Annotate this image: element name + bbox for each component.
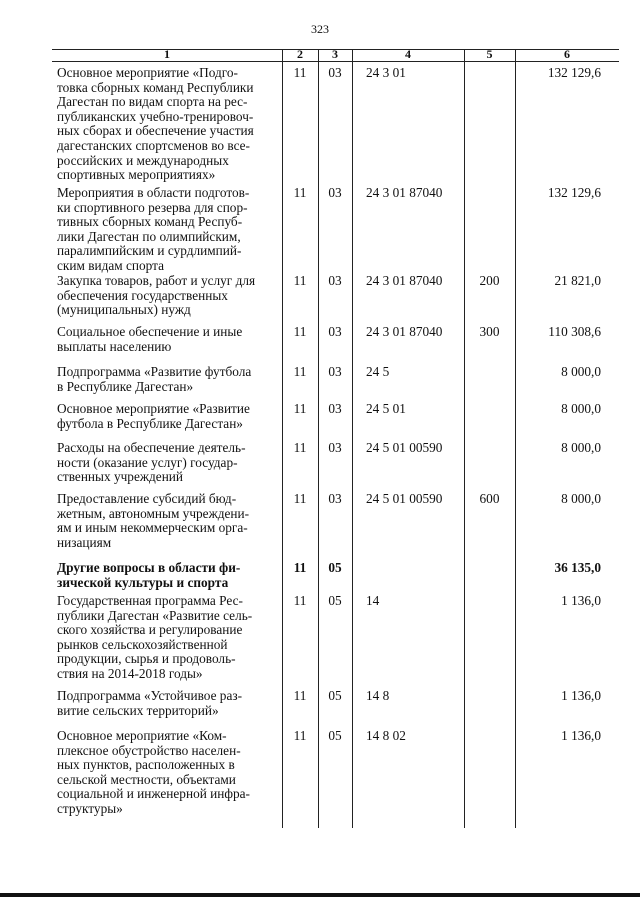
- expense-type-code: 200: [479, 273, 500, 288]
- header-col-2: 2: [297, 47, 303, 61]
- description-line: Государственная программа Рес-: [57, 593, 243, 608]
- subsection-code: 03: [328, 491, 342, 506]
- description-line: ского хозяйства и регулирование: [57, 622, 243, 638]
- description-line: паралимпийским и сурдлимпий-: [57, 243, 242, 259]
- target-article-code: 24 5 01 00590: [366, 440, 443, 455]
- description-line: ных пунктов, расположенных в: [57, 757, 235, 773]
- description-line: Мероприятия в области подготов-: [57, 185, 250, 200]
- section-code: 11: [293, 273, 307, 288]
- header-col-5: 5: [486, 47, 493, 61]
- row-description: [57, 66, 282, 183]
- section-code: 11: [293, 185, 307, 200]
- column-divider: [515, 49, 516, 828]
- column-divider: [282, 49, 283, 828]
- description-line: ствия на 2014-2018 годы»: [57, 665, 203, 681]
- target-article-code: 14 8 02: [366, 728, 406, 743]
- subsection-code: 05: [328, 593, 342, 608]
- amount: 21 821,0: [554, 273, 601, 288]
- description-line: дагестанских спортсменов во все-: [57, 137, 250, 153]
- description-line: Подпрограмма «Устойчивое раз-: [57, 688, 243, 703]
- subsection-code: 03: [328, 185, 342, 200]
- subsection-code: 05: [328, 688, 342, 703]
- target-article-code: 24 5 01 00590: [366, 491, 443, 506]
- description-line: зической культуры и спорта: [57, 574, 229, 590]
- amount: 1 136,0: [561, 688, 601, 703]
- description-line: российских и международных: [57, 152, 229, 168]
- amount: 36 135,0: [554, 560, 601, 575]
- expense-type-code: 600: [479, 491, 500, 506]
- description-line: Социальное обеспечение и иные: [57, 324, 243, 339]
- description-line: футбола в Республике Дагестан»: [57, 415, 243, 431]
- row-description: [57, 561, 282, 590]
- section-code: 11: [293, 364, 307, 379]
- header-col-3: 3: [332, 47, 338, 61]
- description-line: (муниципальных) нужд: [57, 302, 191, 318]
- target-article-code: 24 5: [366, 364, 390, 379]
- amount: 1 136,0: [561, 593, 601, 608]
- row-description: [57, 365, 282, 394]
- section-code: 11: [293, 688, 307, 703]
- description-line: низациям: [57, 534, 112, 550]
- description-line: лики Дагестан по олимпийским,: [57, 228, 241, 244]
- target-article-code: 14: [366, 593, 380, 608]
- target-article-code: 14 8: [366, 688, 390, 703]
- target-article-code: 24 3 01 87040: [366, 185, 443, 200]
- row-description: [57, 186, 282, 274]
- subsection-code: 03: [328, 401, 342, 416]
- row-description: [57, 492, 282, 550]
- header-col-4: 4: [405, 47, 411, 61]
- description-line: ским видам спорта: [57, 257, 165, 273]
- header-col-1: 1: [164, 47, 170, 61]
- section-code: 11: [293, 401, 307, 416]
- row-description: [57, 689, 282, 718]
- target-article-code: 24 3 01 87040: [366, 273, 443, 288]
- description-line: социальной и инженерной инфра-: [57, 786, 250, 802]
- description-line: обеспечения государственных: [57, 287, 228, 303]
- subsection-code: 03: [328, 364, 342, 379]
- column-divider: [352, 49, 353, 828]
- description-line: публики Дагестан «Развитие сель-: [57, 607, 253, 623]
- description-line: ности (оказание услуг) государ-: [57, 454, 238, 470]
- description-line: структуры»: [57, 800, 123, 816]
- description-line: товка сборных команд Республики: [57, 79, 254, 95]
- section-code: 11: [293, 593, 307, 608]
- expense-type-code: 300: [479, 324, 500, 339]
- row-description: [57, 274, 282, 318]
- description-line: Дагестан по видам спорта на рес-: [57, 94, 248, 110]
- section-code: 11: [293, 65, 307, 80]
- header-col-6: 6: [564, 47, 570, 61]
- row-description: [57, 402, 282, 431]
- section-code: 11: [293, 728, 307, 743]
- description-line: рынков сельскохозяйственной: [57, 636, 228, 652]
- row-description: [57, 325, 282, 354]
- description-line: Закупка товаров, работ и услуг для: [57, 273, 256, 288]
- row-description: [57, 729, 282, 817]
- subsection-code: 03: [328, 324, 342, 339]
- scan-bottom-edge: [0, 893, 640, 897]
- description-line: жетным, автономным учреждени-: [57, 505, 250, 521]
- amount: 8 000,0: [561, 440, 601, 455]
- amount: 132 129,6: [547, 185, 601, 200]
- section-code: 11: [293, 324, 307, 339]
- description-line: Основное мероприятие «Подго-: [57, 65, 238, 80]
- description-line: выплаты населению: [57, 338, 172, 354]
- target-article-code: 24 5 01: [366, 401, 406, 416]
- row-description: [57, 594, 282, 682]
- description-line: Предоставление субсидий бюд-: [57, 491, 237, 506]
- target-article-code: 24 3 01: [366, 65, 406, 80]
- description-line: витие сельских территорий»: [57, 702, 219, 718]
- description-line: публиканских учебно-тренировоч-: [57, 108, 254, 124]
- row-description: [57, 441, 282, 485]
- column-divider: [464, 49, 465, 828]
- description-line: Основное мероприятие «Развитие: [57, 401, 250, 416]
- subsection-code: 03: [328, 273, 342, 288]
- description-line: Основное мероприятие «Ком-: [57, 728, 227, 743]
- description-line: в Республике Дагестан»: [57, 378, 194, 394]
- description-line: продукции, сырья и продоволь-: [57, 651, 236, 667]
- amount: 8 000,0: [561, 491, 601, 506]
- description-line: спортивных мероприятиях»: [57, 167, 216, 183]
- description-line: Другие вопросы в области фи-: [57, 560, 241, 575]
- amount: 1 136,0: [561, 728, 601, 743]
- amount: 8 000,0: [561, 364, 601, 379]
- description-line: ных сборах и обеспечение участия: [57, 123, 254, 139]
- subsection-code: 03: [328, 65, 342, 80]
- subsection-code: 05: [328, 728, 342, 743]
- budget-table: [52, 49, 619, 828]
- description-line: Подпрограмма «Развитие футбола: [57, 364, 252, 379]
- description-line: ки спортивного резерва для спор-: [57, 199, 248, 215]
- description-line: Расходы на обеспечение деятель-: [57, 440, 246, 455]
- subsection-code: 05: [328, 560, 342, 575]
- section-code: 11: [293, 491, 307, 506]
- description-line: ям и иным некоммерческим орга-: [57, 520, 248, 536]
- section-code: 11: [293, 560, 307, 575]
- page-number: 323: [311, 22, 329, 36]
- amount: 8 000,0: [561, 401, 601, 416]
- subsection-code: 03: [328, 440, 342, 455]
- amount: 132 129,6: [547, 65, 601, 80]
- description-line: тивных сборных команд Респуб-: [57, 214, 243, 230]
- section-code: 11: [293, 440, 307, 455]
- amount: 110 308,6: [548, 324, 601, 339]
- description-line: сельской местности, объектами: [57, 771, 236, 787]
- description-line: ственных учреждений: [57, 469, 184, 485]
- target-article-code: 24 3 01 87040: [366, 324, 443, 339]
- column-divider: [318, 49, 319, 828]
- header-bottom-rule: [52, 61, 619, 62]
- description-line: плексное обустройство населен-: [57, 742, 241, 758]
